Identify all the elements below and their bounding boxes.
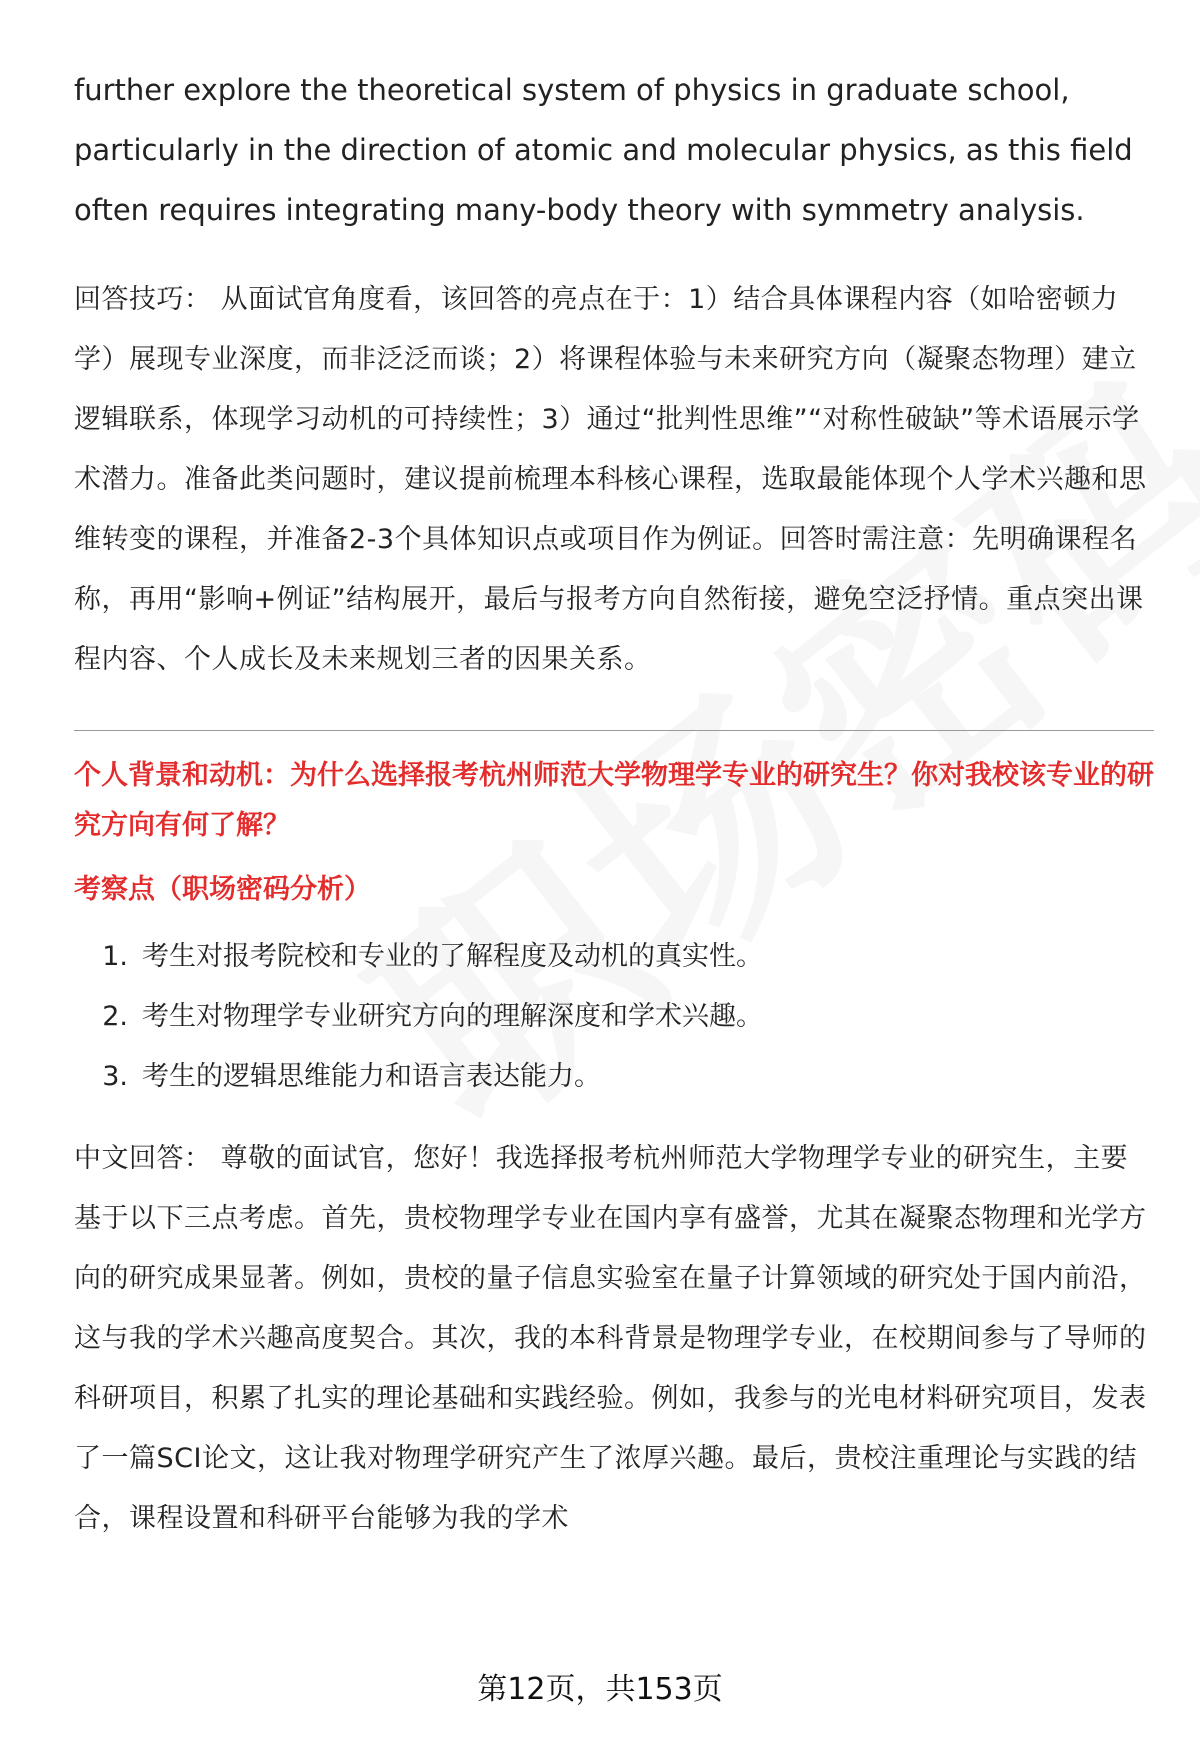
page-number-footer: 第12页，共153页 — [477, 1672, 723, 1707]
list-item-number: 1. — [102, 941, 128, 972]
chinese-answer-paragraph: 中文回答： 尊敬的面试官，您好！我选择报考杭州师范大学物理学专业的研究生，主要基于以下三点考虑。首先，贵校物理学专业在国内享有盛誉，尤其在凝聚态物理和光学方向的研究成果显著。例如，贵校的量子信息实验室在量子计算领域的研究处于国内前沿，这与我的学术兴趣高度契合。其次，我的本科背景是物理学专业，在校期间参与了导师的科研项目，积累了扎实的理论基础和实践经验。例如，我参与的光电材料研究项目，发表了一篇SCI论文，这让我对物理学研究产生了浓厚兴趣。最后，贵校注重理论与实践的结合，课程设置和科研平台能够为我的学术 — [74, 1143, 1147, 1534]
list-item-text: 考生对物理学专业研究方向的理解深度和学术兴趣。 — [142, 1001, 763, 1032]
list-item-number: 3. — [102, 1061, 128, 1092]
list-item-text: 考生的逻辑思维能力和语言表达能力。 — [142, 1061, 601, 1092]
page-content — [74, 60, 1154, 1549]
list-item — [74, 927, 1154, 987]
list-item — [74, 1047, 1154, 1107]
list-item — [74, 987, 1154, 1047]
list-item-text: 考生对报考院校和专业的了解程度及动机的真实性。 — [142, 941, 763, 972]
assessment-points-heading: 考察点（职场密码分析） — [74, 874, 371, 905]
answer-tip-paragraph: 回答技巧： 从面试官角度看，该回答的亮点在于：1）结合具体课程内容（如哈密顿力学）展现专业深度，而非泛泛而谈；2）将课程体验与未来研究方向（凝聚态物理）建立逻辑联系，体现学习动机的可持续性；3）通过“批判性思维”“对称性破缺”等术语展示学术潜力。准备此类问题时，建议提前梳理本科核心课程，选取最能体现个人学术兴趣和思维转变的课程，并准备2-3个具体知识点或项目作为例证。回答时需注意：先明确课程名称，再用“影响+例证”结构展开，最后与报考方向自然衔接，避免空泛抒情。重点突出课程内容、个人成长及未来规划三者的因果关系。 — [74, 284, 1147, 675]
assessment-points-list — [74, 927, 1154, 1107]
question-heading: 个人背景和动机：为什么选择报考杭州师范大学物理学专业的研究生？你对我校该专业的研究方向有何了解？ — [74, 760, 1154, 841]
english-paragraph: further explore the theoretical system of physics in graduate school, particularly in the direction of atomic and molecular physics, as this field often requires integrating many-body theory with symmetry analysis. — [74, 73, 1133, 227]
list-item-number: 2. — [102, 1001, 128, 1032]
section-divider — [74, 730, 1154, 731]
